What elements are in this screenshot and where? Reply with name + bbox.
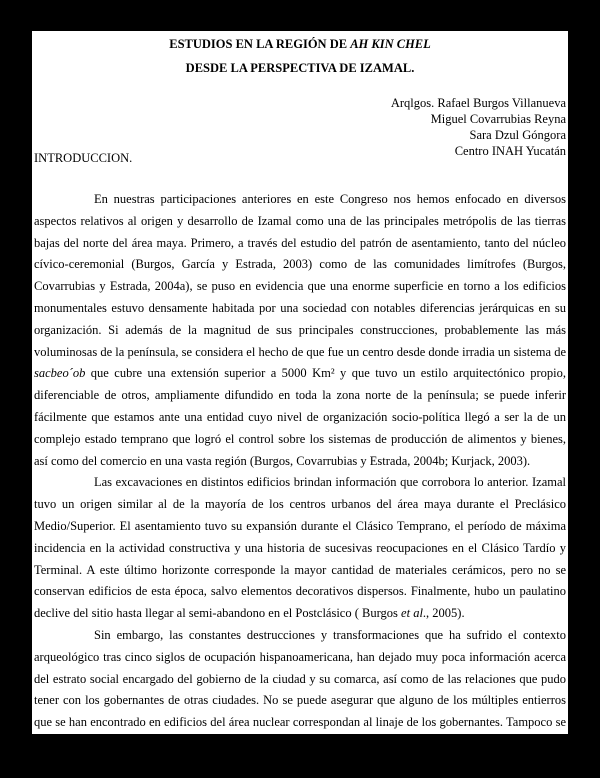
title-line-1 [32, 37, 568, 52]
paragraph-3: Sin embargo, las constantes destrucciones y transformaciones que ha sufrido el contexto arqueológico tras cinco siglos de ocupación hispanoamericana, han dejado muy poca información acerca del estrato social encargado del gobierno de la ciudad y su comarca, así como de las relaciones que pudo tener con los gobernantes de otras ciudades. No se puede asegurar que alguno de los múltiples entierros que se han encontrado en edificios del área nuclear correspondan al linaje de los gobernantes. Tampoco se cuenta con estelas u otros objetos que presenten información escrita acerca de la élite. Las fuentes históricas mencionab un [34, 627, 566, 773]
title-prefix: ESTUDIOS EN LA REGIÓN DE [169, 37, 351, 51]
author-block [391, 95, 566, 159]
document-page [32, 31, 568, 773]
p2-text: Las excavaciones en distintos edificios brindan información que corrobora lo anterior. Izamal tuvo un origen similar al de la mayoría de los centros urbanos del área maya durante el Preclásico Medio/Superior. El asentamiento tuvo su expansión durante el Clásico Temprano, el período de máxima incidencia en la actividad constructiva y una historia de sucesivas reocupaciones en el Clásico Tardío y Terminal. A este último horizonte corresponde la mayor cantidad de materiales cerámicos, pero no se conservan edificios de esta época, salvo elementos decorativos dispersos. Finalmente, hubo un paulatino declive del sitio hasta llegar al semi-abandono en el Postclásico ( Burgos [34, 475, 566, 621]
p1-italic-term: sacbeo´ob [34, 366, 86, 381]
author-line: Miguel Covarrubias Reyna [430, 112, 566, 126]
section-heading: INTRODUCCION. [34, 151, 133, 165]
title-line-2: DESDE LA PERSPECTIVA DE IZAMAL. [185, 61, 415, 75]
p2-italic-etal: et al [401, 606, 423, 621]
author-line: Sara Dzul Góngora [469, 128, 566, 142]
body-text [34, 189, 566, 778]
affiliation-line: Centro INAH Yucatán [454, 144, 566, 158]
p1-text: En nuestras participaciones anteriores en este Congreso nos hemos enfocado en diversos aspectos relativos al origen y desarrollo de Izamal como una de las principales metrópolis de las tierras bajas del norte del área maya. Primero, a través del estudio del patrón de asentamiento, tanto del núcleo cívico-ceremonial (Burgos, García y Estrada, 2003) como de las comunidades limítrofes (Burgos, Covarrubias y Estrada, 2004a), se puso en evidencia que una enorme superficie en torno a los edificios monumentales estuvo densamente habitada por una sociedad con notables diferencias jerárquicas en su organización. Si además de la magnitud de sus principales construcciones, probablemente las más voluminosas de la península, se considera el hecho de que fue un centro desde donde irradia un sistema de [34, 192, 566, 359]
title-italic-name: AH KIN CHEL [350, 37, 431, 51]
paragraph-2 [34, 472, 566, 625]
p2-text-cont: ., 2005). [422, 606, 465, 621]
p1-text-cont: que cubre una extensión superior a 5000 Km² y que tuvo un estilo arquitectónico propio, diferenciable de otros, ampliamente difundido en toda la zona norte de la península; se puede inferir fácilmente que estamos ante una entidad cuyo nivel de organización socio-política llegó a ser la de un complejo estado temprano que logró el control sobre los sistemas de producción de alimentos y bienes, así como del comercio en una vasta región (Burgos, Covarrubias y Estrada, 2004b; Kurjack, 2003). [34, 366, 566, 468]
author-line: Arqlgos. Rafael Burgos Villanueva [390, 96, 566, 110]
paragraph-1 [34, 189, 566, 472]
